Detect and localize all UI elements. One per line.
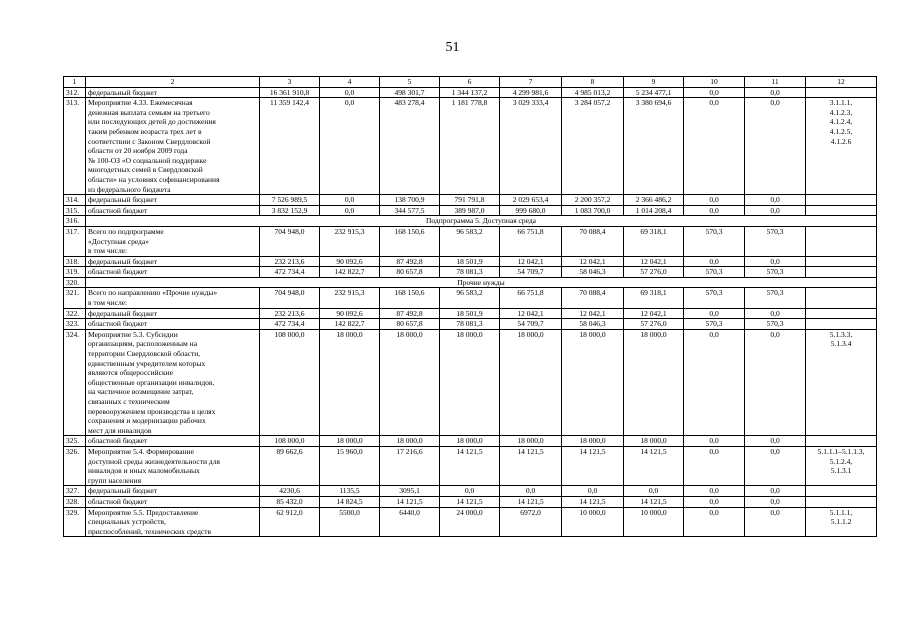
target-indicator-refs [806, 308, 877, 319]
target-indicator-refs: 5.1.1.1, 5.1.1.2 [806, 507, 877, 537]
amount-cell: 0,0 [745, 256, 806, 267]
target-indicator-refs [806, 319, 877, 330]
amount-cell: 66 751,8 [500, 226, 562, 256]
table-row [64, 496, 877, 507]
amount-cell: 483 278,4 [380, 98, 440, 195]
row-number: 324. [64, 329, 86, 436]
amount-cell: 58 046,3 [562, 267, 624, 278]
amount-cell: 14 121,5 [440, 496, 500, 507]
amount-cell: 80 657,8 [380, 319, 440, 330]
row-description: Мероприятие 5.5. Предоставление специальных устройств, приспособлений, технических средств [86, 507, 260, 537]
amount-cell: 0,0 [684, 256, 745, 267]
amount-cell: 12 042,1 [500, 256, 562, 267]
amount-cell: 0,0 [684, 329, 745, 436]
row-description: Всего по подпрограмме «Доступная среда» в том числе: [86, 226, 260, 256]
amount-cell: 62 912,0 [260, 507, 320, 537]
amount-cell: 168 150,6 [380, 226, 440, 256]
amount-cell: 87 492,8 [380, 256, 440, 267]
amount-cell: 704 948,0 [260, 226, 320, 256]
amount-cell: 138 700,9 [380, 195, 440, 206]
amount-cell: 0,0 [684, 205, 745, 216]
amount-cell: 0,0 [745, 507, 806, 537]
row-description: Всего по направлению «Прочие нужды» в том числе: [86, 288, 260, 308]
amount-cell: 18 000,0 [562, 329, 624, 436]
amount-cell: 0,0 [320, 87, 380, 98]
amount-cell: 3 284 057,2 [562, 98, 624, 195]
amount-cell: 0,0 [684, 308, 745, 319]
amount-cell: 89 662,6 [260, 446, 320, 485]
amount-cell: 10 000,0 [562, 507, 624, 537]
amount-cell: 0,0 [745, 205, 806, 216]
amount-cell: 5 234 477,1 [624, 87, 684, 98]
amount-cell: 12 042,1 [562, 256, 624, 267]
table-row [64, 329, 877, 436]
amount-cell: 58 046,3 [562, 319, 624, 330]
amount-cell: 70 088,4 [562, 288, 624, 308]
amount-cell: 2 366 486,2 [624, 195, 684, 206]
amount-cell: 0,0 [745, 87, 806, 98]
row-number: 327. [64, 486, 86, 497]
amount-cell: 570,3 [684, 226, 745, 256]
amount-cell: 70 088,4 [562, 226, 624, 256]
amount-cell: 4230,6 [260, 486, 320, 497]
amount-cell: 0,0 [745, 446, 806, 485]
amount-cell: 108 000,0 [260, 329, 320, 436]
amount-cell: 78 081,3 [440, 267, 500, 278]
column-number-11: 11 [745, 77, 806, 88]
amount-cell: 18 000,0 [562, 436, 624, 447]
amount-cell: 232 213,6 [260, 256, 320, 267]
column-number-7: 7 [500, 77, 562, 88]
amount-cell: 0,0 [684, 507, 745, 537]
row-number: 320. [64, 277, 86, 288]
table-row [64, 226, 877, 256]
table-row [64, 195, 877, 206]
amount-cell: 14 121,5 [624, 496, 684, 507]
amount-cell: 1 181 778,8 [440, 98, 500, 195]
table-row [64, 446, 877, 485]
amount-cell: 0,0 [684, 446, 745, 485]
amount-cell: 570,3 [684, 319, 745, 330]
amount-cell: 18 501,9 [440, 256, 500, 267]
column-number-12: 12 [806, 77, 877, 88]
row-description: областной бюджет [86, 319, 260, 330]
amount-cell: 85 432,0 [260, 496, 320, 507]
section-row [64, 216, 877, 227]
amount-cell: 11 359 142,4 [260, 98, 320, 195]
target-indicator-refs: 5.1.3.3, 5.1.3.4 [806, 329, 877, 436]
table-row [64, 205, 877, 216]
row-number: 322. [64, 308, 86, 319]
amount-cell: 498 301,7 [380, 87, 440, 98]
section-title: Подпрограмма 5. Доступная среда [86, 216, 877, 227]
amount-cell: 3 380 694,6 [624, 98, 684, 195]
target-indicator-refs [806, 486, 877, 497]
row-description: Мероприятие 4.33. Ежемесячная денежная выплата семьям на третьего или последующих детей до достижения таким ребенком возраста трех лет в соответствии с Законом Свердловской области от 20 ноября 2009 года № 100-ОЗ «О социальной поддержке многодетных семей в Свердловской области» на условиях софинансирования из федерального бюджета [86, 98, 260, 195]
amount-cell: 0,0 [684, 486, 745, 497]
row-number: 328. [64, 496, 86, 507]
amount-cell: 0,0 [745, 308, 806, 319]
amount-cell: 14 824,5 [320, 496, 380, 507]
amount-cell: 14 121,5 [440, 446, 500, 485]
row-description: Мероприятие 5.4. Формирование доступной среды жизнедеятельности для инвалидов и иных маломобильных групп населения [86, 446, 260, 485]
amount-cell: 0,0 [320, 205, 380, 216]
amount-cell: 1135,5 [320, 486, 380, 497]
target-indicator-refs [806, 496, 877, 507]
amount-cell: 10 000,0 [624, 507, 684, 537]
table-row [64, 319, 877, 330]
amount-cell: 17 216,6 [380, 446, 440, 485]
section-title: Прочие нужды [86, 277, 877, 288]
amount-cell: 80 657,8 [380, 267, 440, 278]
amount-cell: 999 680,0 [500, 205, 562, 216]
amount-cell: 4 299 981,6 [500, 87, 562, 98]
amount-cell: 0,0 [684, 195, 745, 206]
amount-cell: 18 000,0 [380, 329, 440, 436]
target-indicator-refs [806, 226, 877, 256]
amount-cell: 3 029 333,4 [500, 98, 562, 195]
amount-cell: 12 042,1 [624, 256, 684, 267]
amount-cell: 18 000,0 [320, 436, 380, 447]
row-description: федеральный бюджет [86, 256, 260, 267]
amount-cell: 0,0 [684, 98, 745, 195]
amount-cell: 2 029 653,4 [500, 195, 562, 206]
target-indicator-refs [806, 195, 877, 206]
amount-cell: 96 583,2 [440, 288, 500, 308]
amount-cell: 570,3 [745, 288, 806, 308]
row-description: Мероприятие 5.3. Субсидии организациям, расположенным на территории Свердловской области, единственным учредителем которых являются общероссийские общественные организации инвалидов, на частичное возмещение затрат, связанных с техническим перевооружением производства в целях сохранения и модернизации рабочих мест для инвалидов [86, 329, 260, 436]
amount-cell: 570,3 [745, 319, 806, 330]
amount-cell: 0,0 [745, 436, 806, 447]
amount-cell: 570,3 [684, 267, 745, 278]
row-number: 318. [64, 256, 86, 267]
amount-cell: 6440,0 [380, 507, 440, 537]
amount-cell: 14 121,5 [380, 496, 440, 507]
table-row [64, 288, 877, 308]
table-body [64, 77, 877, 537]
amount-cell: 90 092,6 [320, 256, 380, 267]
amount-cell: 14 121,5 [624, 446, 684, 485]
amount-cell: 472 734,4 [260, 267, 320, 278]
amount-cell: 54 709,7 [500, 267, 562, 278]
amount-cell: 791 791,8 [440, 195, 500, 206]
amount-cell: 232 213,6 [260, 308, 320, 319]
amount-cell: 5500,0 [320, 507, 380, 537]
amount-cell: 14 121,5 [562, 496, 624, 507]
row-number: 312. [64, 87, 86, 98]
amount-cell: 18 000,0 [624, 436, 684, 447]
amount-cell: 3 832 152,9 [260, 205, 320, 216]
amount-cell: 18 000,0 [440, 436, 500, 447]
row-description: областной бюджет [86, 496, 260, 507]
table-row [64, 486, 877, 497]
row-number: 326. [64, 446, 86, 485]
amount-cell: 0,0 [684, 87, 745, 98]
amount-cell: 0,0 [745, 98, 806, 195]
row-number: 317. [64, 226, 86, 256]
row-number: 323. [64, 319, 86, 330]
amount-cell: 3095,1 [380, 486, 440, 497]
amount-cell: 142 822,7 [320, 319, 380, 330]
amount-cell: 389 987,0 [440, 205, 500, 216]
row-number: 315. [64, 205, 86, 216]
column-number-8: 8 [562, 77, 624, 88]
amount-cell: 16 361 910,8 [260, 87, 320, 98]
amount-cell: 168 150,6 [380, 288, 440, 308]
row-number: 321. [64, 288, 86, 308]
target-indicator-refs: 5.1.1.1–5.1.1.3, 5.1.2.4, 5.1.3.1 [806, 446, 877, 485]
amount-cell: 570,3 [745, 226, 806, 256]
target-indicator-refs: 3.1.1.1, 4.1.2.3, 4.1.2.4, 4.1.2.5, 4.1.2.6 [806, 98, 877, 195]
amount-cell: 0,0 [320, 195, 380, 206]
amount-cell: 12 042,1 [500, 308, 562, 319]
amount-cell: 87 492,8 [380, 308, 440, 319]
amount-cell: 472 734,4 [260, 319, 320, 330]
amount-cell: 7 526 989,5 [260, 195, 320, 206]
amount-cell: 15 960,0 [320, 446, 380, 485]
amount-cell: 1 344 137,2 [440, 87, 500, 98]
amount-cell: 12 042,1 [624, 308, 684, 319]
row-description: областной бюджет [86, 205, 260, 216]
column-number-5: 5 [380, 77, 440, 88]
amount-cell: 0,0 [562, 486, 624, 497]
table-row [64, 98, 877, 195]
row-number: 325. [64, 436, 86, 447]
amount-cell: 108 000,0 [260, 436, 320, 447]
target-indicator-refs [806, 87, 877, 98]
page-number: 51 [445, 40, 460, 55]
column-number-header-row [64, 77, 877, 88]
amount-cell: 344 577,5 [380, 205, 440, 216]
row-number: 329. [64, 507, 86, 537]
table-row [64, 436, 877, 447]
table-row [64, 507, 877, 537]
amount-cell: 14 121,5 [562, 446, 624, 485]
amount-cell: 57 276,0 [624, 319, 684, 330]
amount-cell: 18 000,0 [320, 329, 380, 436]
column-number-2: 2 [86, 77, 260, 88]
amount-cell: 18 000,0 [500, 329, 562, 436]
amount-cell: 12 042,1 [562, 308, 624, 319]
row-number: 316. [64, 216, 86, 227]
table-row [64, 256, 877, 267]
amount-cell: 0,0 [684, 496, 745, 507]
amount-cell: 69 318,1 [624, 288, 684, 308]
amount-cell: 1 083 700,0 [562, 205, 624, 216]
column-number-6: 6 [440, 77, 500, 88]
column-number-1: 1 [64, 77, 86, 88]
amount-cell: 0,0 [624, 486, 684, 497]
amount-cell: 232 915,3 [320, 288, 380, 308]
row-description: областной бюджет [86, 436, 260, 447]
column-number-10: 10 [684, 77, 745, 88]
amount-cell: 57 276,0 [624, 267, 684, 278]
amount-cell: 14 121,5 [500, 496, 562, 507]
column-number-4: 4 [320, 77, 380, 88]
target-indicator-refs [806, 436, 877, 447]
amount-cell: 18 501,9 [440, 308, 500, 319]
amount-cell: 96 583,2 [440, 226, 500, 256]
amount-cell: 6972,0 [500, 507, 562, 537]
amount-cell: 0,0 [320, 98, 380, 195]
budget-table [63, 76, 877, 537]
amount-cell: 0,0 [745, 195, 806, 206]
amount-cell: 18 000,0 [440, 329, 500, 436]
row-description: федеральный бюджет [86, 87, 260, 98]
row-number: 319. [64, 267, 86, 278]
table-row [64, 308, 877, 319]
amount-cell: 54 709,7 [500, 319, 562, 330]
amount-cell: 704 948,0 [260, 288, 320, 308]
target-indicator-refs [806, 256, 877, 267]
row-description: федеральный бюджет [86, 308, 260, 319]
amount-cell: 570,3 [684, 288, 745, 308]
amount-cell: 0,0 [500, 486, 562, 497]
row-number: 314. [64, 195, 86, 206]
amount-cell: 14 121,5 [500, 446, 562, 485]
row-description: областной бюджет [86, 267, 260, 278]
section-row [64, 277, 877, 288]
amount-cell: 2 200 357,2 [562, 195, 624, 206]
amount-cell: 24 000,0 [440, 507, 500, 537]
row-description: федеральный бюджет [86, 486, 260, 497]
amount-cell: 90 092,6 [320, 308, 380, 319]
amount-cell: 4 985 013,2 [562, 87, 624, 98]
amount-cell: 232 915,3 [320, 226, 380, 256]
amount-cell: 0,0 [745, 496, 806, 507]
target-indicator-refs [806, 288, 877, 308]
amount-cell: 78 081,3 [440, 319, 500, 330]
amount-cell: 18 000,0 [500, 436, 562, 447]
amount-cell: 1 014 208,4 [624, 205, 684, 216]
amount-cell: 0,0 [745, 329, 806, 436]
amount-cell: 18 000,0 [380, 436, 440, 447]
target-indicator-refs [806, 205, 877, 216]
column-number-9: 9 [624, 77, 684, 88]
amount-cell: 18 000,0 [624, 329, 684, 436]
amount-cell: 0,0 [745, 486, 806, 497]
row-number: 313. [64, 98, 86, 195]
amount-cell: 66 751,8 [500, 288, 562, 308]
row-description: федеральный бюджет [86, 195, 260, 206]
amount-cell: 570,3 [745, 267, 806, 278]
amount-cell: 142 822,7 [320, 267, 380, 278]
table-row [64, 87, 877, 98]
amount-cell: 0,0 [684, 436, 745, 447]
amount-cell: 0,0 [440, 486, 500, 497]
column-number-3: 3 [260, 77, 320, 88]
table-row [64, 267, 877, 278]
amount-cell: 69 318,1 [624, 226, 684, 256]
target-indicator-refs [806, 267, 877, 278]
